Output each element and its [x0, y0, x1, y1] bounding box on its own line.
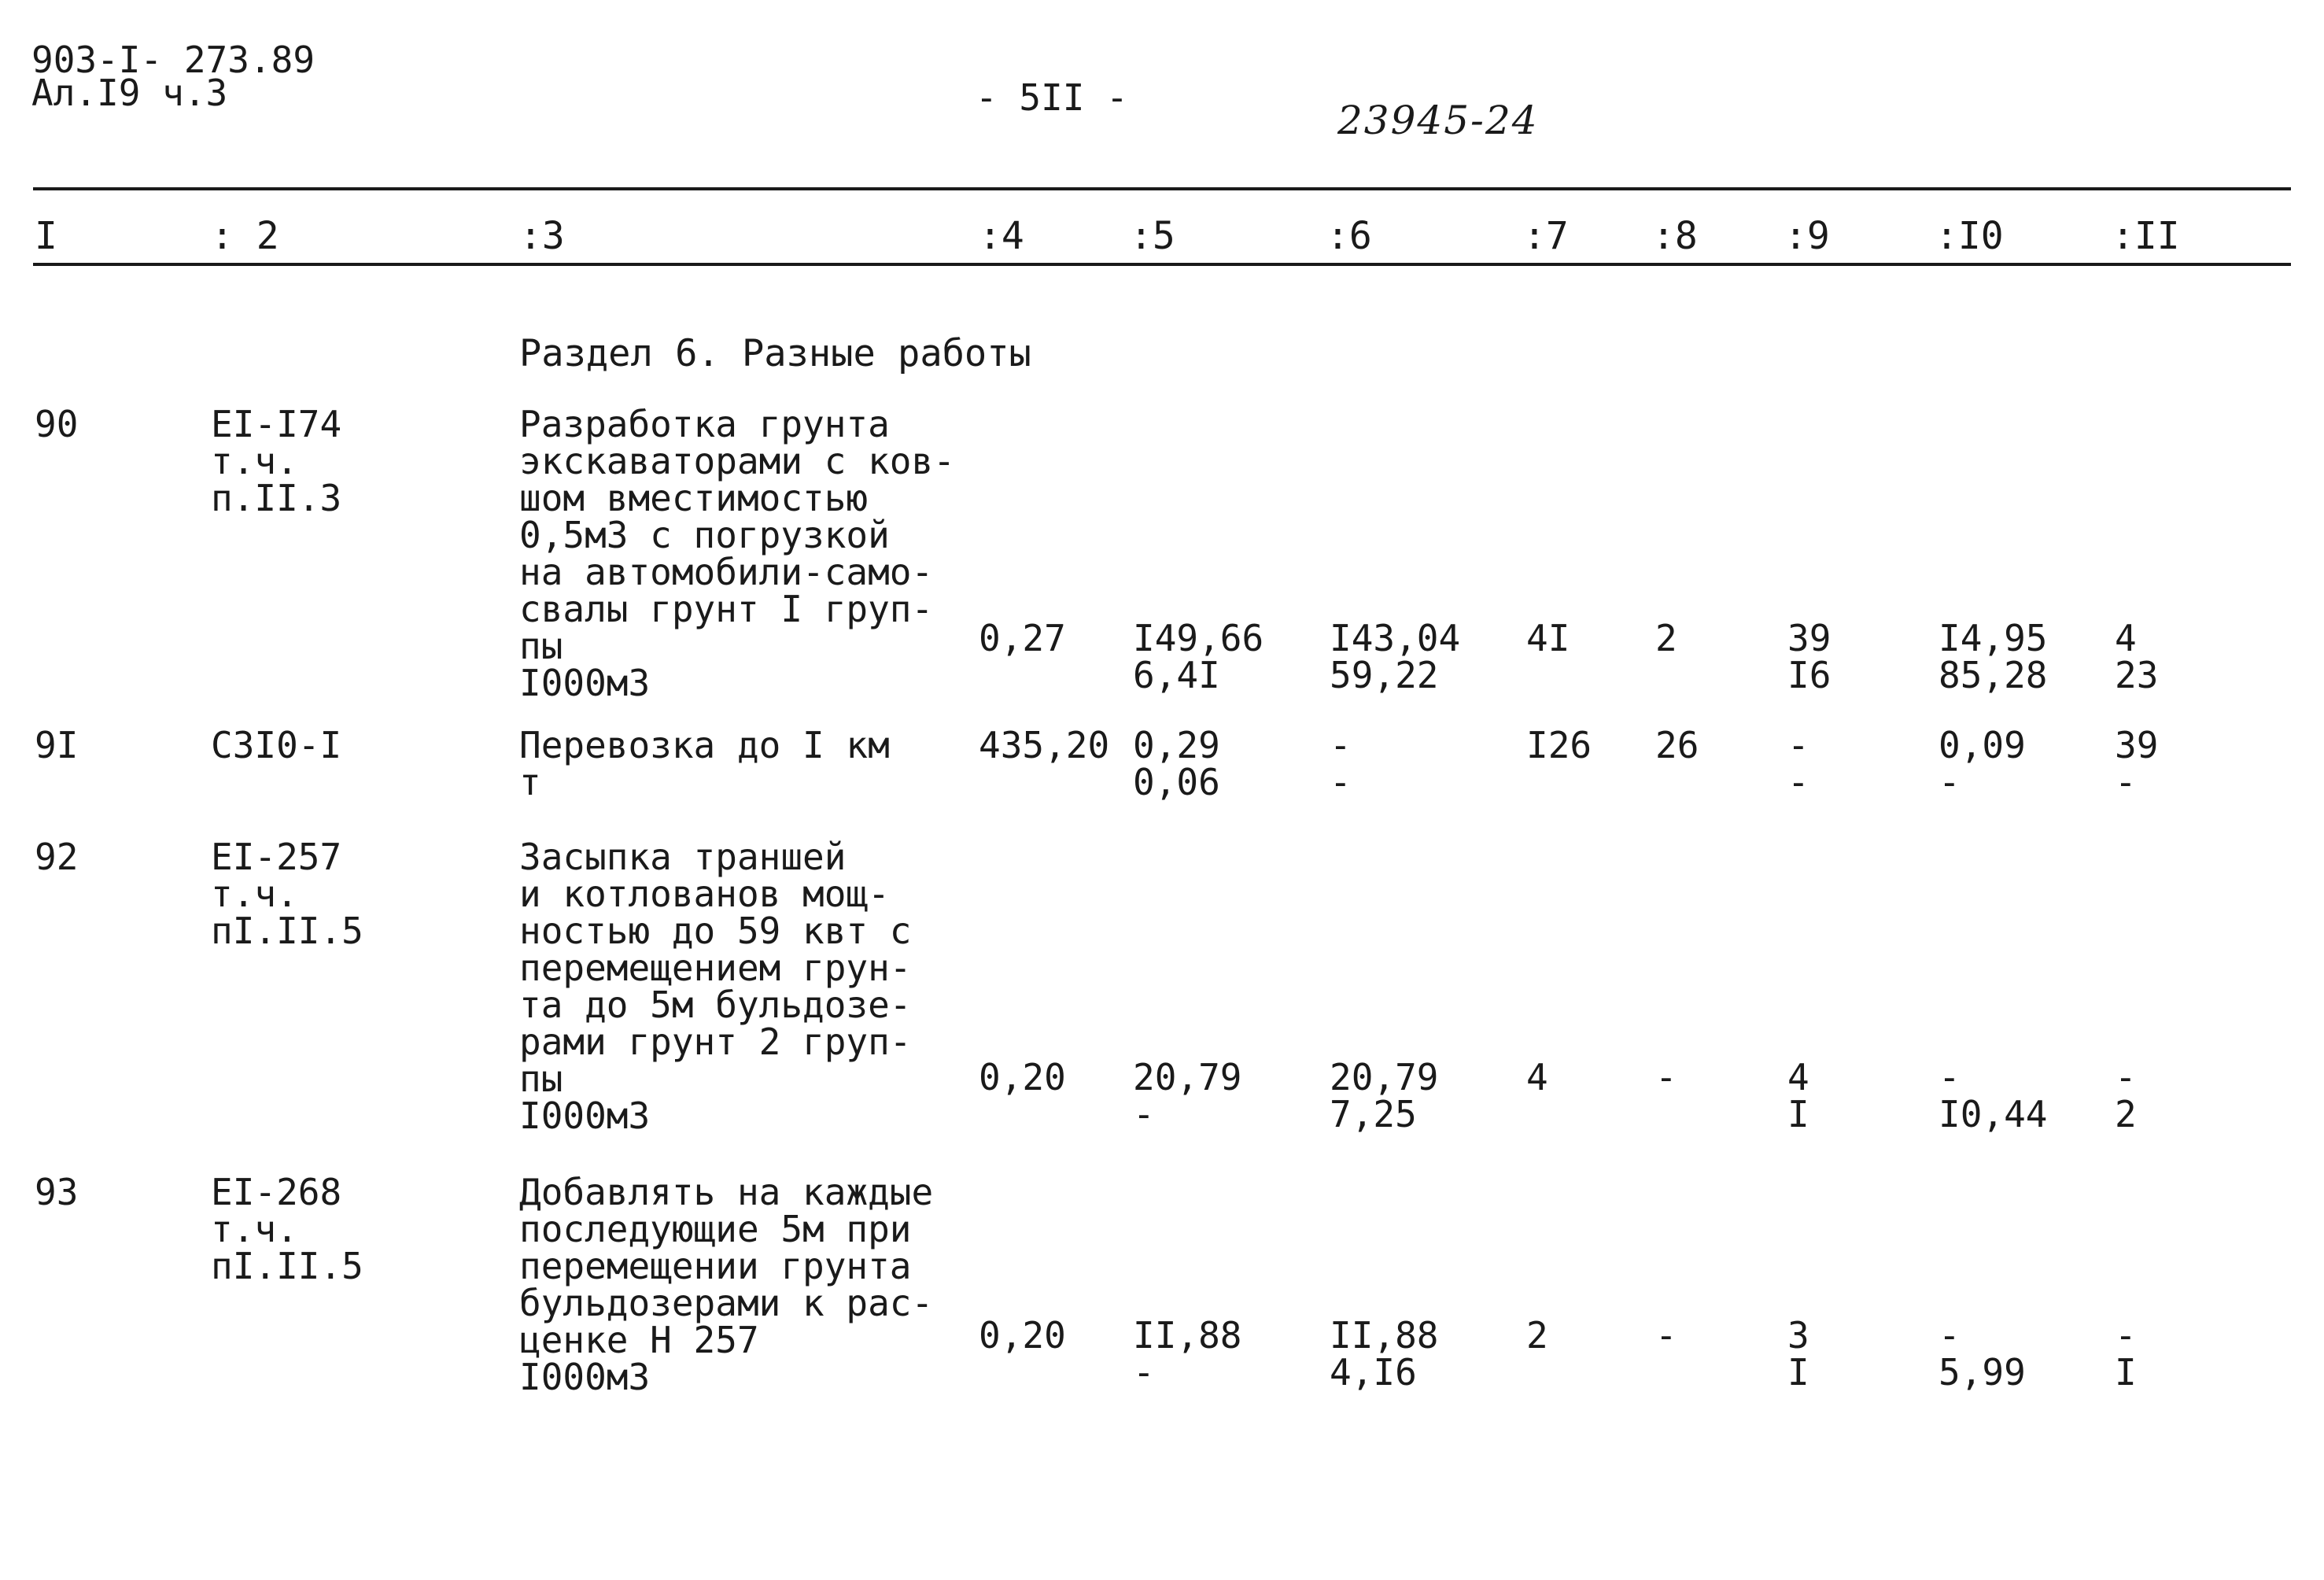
col-11-value: 39 - — [2115, 724, 2159, 803]
col-7-value: I26 — [1526, 724, 1592, 766]
quantity: 0,27 — [979, 617, 1066, 659]
col-11-value: - 2 — [2115, 1056, 2137, 1135]
quantity: 435,20 — [979, 724, 1110, 766]
header-top-rule — [33, 187, 2291, 190]
col-10-value: I4,95 85,28 — [1939, 617, 2048, 696]
col-10-value: - 5,99 — [1939, 1314, 2026, 1394]
column-header: :8 — [1652, 214, 1698, 258]
col-9-value: - - — [1787, 724, 1809, 803]
work-description: Перевозка до I км т — [519, 724, 890, 803]
col-9-value: 4 I — [1787, 1056, 1809, 1135]
quantity: 0,20 — [979, 1314, 1066, 1357]
col-11-value: - I — [2115, 1314, 2137, 1394]
handwritten-stamp: 23945-24 — [1337, 98, 1539, 143]
total-cost: I43,04 59,22 — [1330, 617, 1461, 696]
col-9-value: 3 I — [1787, 1314, 1809, 1394]
quantity: 0,20 — [979, 1056, 1066, 1098]
column-header: : 2 — [211, 214, 279, 258]
row-number: 90 — [35, 403, 79, 445]
rate-code: EI-I74 т.ч. п.II.3 — [211, 403, 342, 519]
rate-code: C3I0-I — [211, 724, 342, 766]
header-bottom-rule — [33, 263, 2291, 266]
column-header: :II — [2112, 214, 2180, 258]
col-9-value: 39 I6 — [1787, 617, 1832, 696]
unit-cost: I49,66 6,4I — [1133, 617, 1264, 696]
col-8-value: 2 — [1655, 617, 1677, 659]
col-8-value: - — [1655, 1314, 1677, 1357]
col-7-value: 4I — [1526, 617, 1570, 659]
col-10-value: - I0,44 — [1939, 1056, 2048, 1135]
work-description: Добавлять на каждые последующие 5м при перемещении грунта бульдозерами к рас- ценке Н 257 I000м3 — [519, 1171, 934, 1398]
column-header: :5 — [1130, 214, 1175, 258]
document-number: 903-I- 273.89 — [31, 39, 315, 81]
column-header: :7 — [1523, 214, 1569, 258]
column-header: :9 — [1784, 214, 1830, 258]
rate-code: EI-268 т.ч. пI.II.5 — [211, 1171, 363, 1287]
total-cost: 20,79 7,25 — [1330, 1056, 1439, 1135]
work-description: Разработка грунта экскаваторами с ков- шом вместимостью 0,5м3 с погрузкой на автомобили-само- свалы грунт I груп- пы I000м3 — [519, 403, 955, 704]
unit-cost: II,88 - — [1133, 1314, 1242, 1394]
col-7-value: 2 — [1526, 1314, 1548, 1357]
rate-code: EI-257 т.ч. пI.II.5 — [211, 836, 363, 952]
col-8-value: - — [1655, 1056, 1677, 1098]
section-title: Раздел 6. Разные работы — [519, 332, 1031, 375]
unit-cost: 0,29 0,06 — [1133, 724, 1220, 803]
album-reference: Ал.I9 ч.3 — [31, 72, 228, 114]
row-number: 9I — [35, 724, 79, 766]
work-description: Засыпка траншей и котлованов мощ- ностью до 59 квт с перемещением грун- та до 5м бульдозе- рами грунт 2 груп- пы I000м3 — [519, 836, 912, 1137]
unit-cost: 20,79 - — [1133, 1056, 1242, 1135]
col-10-value: 0,09 - — [1939, 724, 2026, 803]
column-header: I — [35, 214, 57, 258]
column-header: :4 — [979, 214, 1024, 258]
row-number: 93 — [35, 1171, 79, 1213]
col-8-value: 26 — [1655, 724, 1699, 766]
col-11-value: 4 23 — [2115, 617, 2159, 696]
total-cost: - - — [1330, 724, 1352, 803]
col-7-value: 4 — [1526, 1056, 1548, 1098]
page-number: - 5II - — [976, 76, 1128, 119]
total-cost: II,88 4,I6 — [1330, 1314, 1439, 1394]
column-header: :3 — [519, 214, 565, 258]
row-number: 92 — [35, 836, 79, 878]
column-header: :I0 — [1935, 214, 2004, 258]
column-header: :6 — [1326, 214, 1372, 258]
